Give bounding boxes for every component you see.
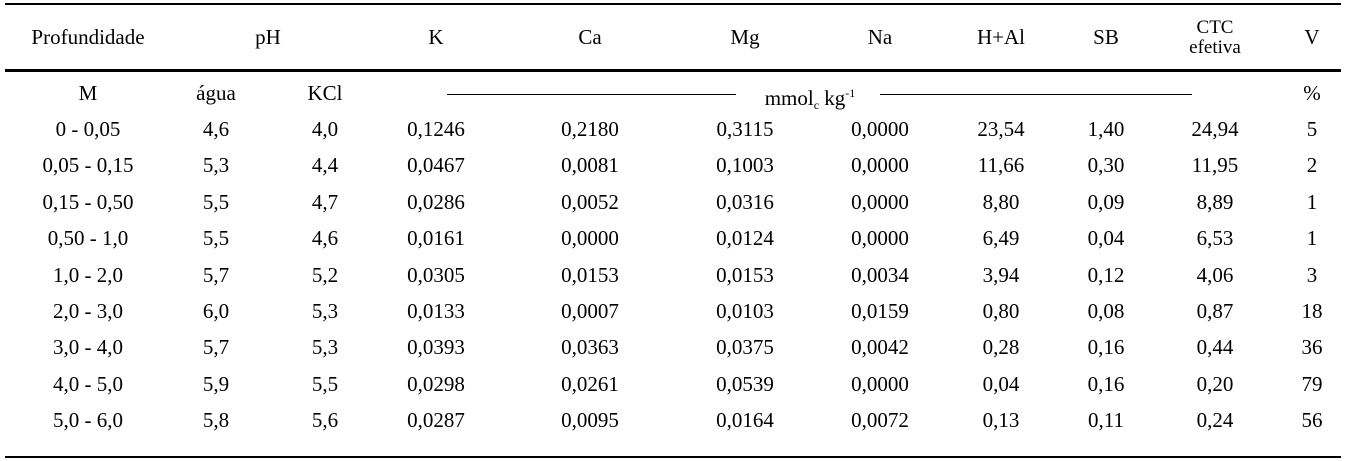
unit-ph-water: água <box>196 81 236 105</box>
cell-k: 0,0161 <box>407 226 465 251</box>
cell-depth: 4,0 - 5,0 <box>53 371 123 396</box>
unit-ph-kcl: KCl <box>307 81 343 105</box>
header-ctc-line2: efetiva <box>1189 37 1241 58</box>
cell-depth: 0,05 - 0,15 <box>42 153 134 178</box>
cell-na: 0,0034 <box>851 262 909 287</box>
cell-ph-kcl: 5,6 <box>311 408 339 433</box>
cell-h-al: 0,28 <box>982 335 1020 360</box>
header-profundidade: Profundidade <box>31 25 145 49</box>
cell-depth: 0,50 - 1,0 <box>47 226 129 251</box>
cell-mg: 0,3115 <box>716 117 774 141</box>
cell-ph-water: 5,3 <box>202 153 230 178</box>
cell-mg: 0,0539 <box>716 371 774 396</box>
unit-mmol-sub: c <box>813 98 820 112</box>
header-na: Na <box>867 25 893 49</box>
cell-ctc: 0,44 <box>1196 335 1234 360</box>
cell-ctc: 0,87 <box>1196 299 1234 323</box>
cell-v: 3 <box>1306 262 1318 287</box>
cell-v: 1 <box>1306 189 1318 214</box>
cell-sb: 0,04 <box>1087 226 1125 251</box>
cell-ctc: 24,94 <box>1191 117 1239 141</box>
header-k: K <box>428 25 444 49</box>
cell-sb: 0,16 <box>1087 335 1125 360</box>
cell-v: 36 <box>1301 335 1323 360</box>
cell-sb: 0,09 <box>1087 189 1125 214</box>
cell-v: 79 <box>1301 371 1323 396</box>
unit-mmol <box>765 81 856 117</box>
unit-span-line-right <box>880 94 1192 95</box>
cell-ph-kcl: 4,6 <box>311 226 339 251</box>
cell-depth: 5,0 - 6,0 <box>53 408 123 433</box>
cell-ph-water: 4,6 <box>202 117 230 141</box>
cell-k: 0,0286 <box>407 189 465 214</box>
cell-ctc: 0,24 <box>1196 408 1234 433</box>
unit-span-line-left <box>447 94 736 95</box>
header-mg: Mg <box>730 25 760 49</box>
cell-ca: 0,0095 <box>561 408 619 433</box>
cell-sb: 0,30 <box>1087 153 1125 178</box>
header-ca: Ca <box>578 25 602 49</box>
table-top-rule <box>5 3 1341 5</box>
cell-ph-kcl: 5,3 <box>311 299 339 323</box>
cell-mg: 0,0164 <box>716 408 774 433</box>
cell-mg: 0,0124 <box>716 226 774 251</box>
header-sb: SB <box>1093 25 1119 49</box>
cell-v: 5 <box>1306 117 1318 141</box>
cell-ctc: 11,95 <box>1191 153 1239 178</box>
cell-ph-kcl: 5,2 <box>311 262 339 287</box>
cell-h-al: 0,80 <box>982 299 1020 323</box>
cell-na: 0,0042 <box>851 335 909 360</box>
header-v: V <box>1304 25 1320 49</box>
cell-mg: 0,0316 <box>716 189 774 214</box>
cell-ca: 0,2180 <box>561 117 619 141</box>
cell-h-al: 8,80 <box>982 189 1020 214</box>
header-ctc <box>1189 18 1241 58</box>
header-rule <box>5 69 1341 72</box>
cell-ph-kcl: 4,7 <box>311 189 339 214</box>
cell-na: 0,0072 <box>851 408 909 433</box>
cell-ph-water: 5,5 <box>202 189 230 214</box>
cell-ph-water: 5,7 <box>202 262 230 287</box>
cell-k: 0,0305 <box>407 262 465 287</box>
cell-ca: 0,0081 <box>561 153 619 178</box>
cell-depth: 3,0 - 4,0 <box>53 335 123 360</box>
cell-k: 0,1246 <box>407 117 465 141</box>
cell-mg: 0,0153 <box>716 262 774 287</box>
cell-ctc: 8,89 <box>1196 189 1234 214</box>
cell-ca: 0,0000 <box>561 226 619 251</box>
cell-ca: 0,0363 <box>561 335 619 360</box>
cell-h-al: 23,54 <box>977 117 1025 141</box>
cell-ph-water: 5,7 <box>202 335 230 360</box>
cell-mg: 0,0375 <box>716 335 774 360</box>
cell-na: 0,0000 <box>851 189 909 214</box>
cell-depth: 0 - 0,05 <box>55 117 121 141</box>
cell-h-al: 0,13 <box>982 408 1020 433</box>
cell-ca: 0,0052 <box>561 189 619 214</box>
cell-h-al: 3,94 <box>982 262 1020 287</box>
cell-h-al: 6,49 <box>982 226 1020 251</box>
cell-na: 0,0000 <box>851 371 909 396</box>
cell-depth: 1,0 - 2,0 <box>53 262 123 287</box>
unit-mmol-kg: kg <box>819 86 846 110</box>
cell-v: 56 <box>1301 408 1323 433</box>
cell-mg: 0,1003 <box>716 153 774 178</box>
cell-h-al: 11,66 <box>977 153 1025 178</box>
cell-v: 1 <box>1306 226 1318 251</box>
cell-mg: 0,0103 <box>716 299 774 323</box>
cell-na: 0,0000 <box>851 153 909 178</box>
cell-sb: 1,40 <box>1087 117 1125 141</box>
table-bottom-rule <box>5 456 1341 458</box>
unit-percent: % <box>1303 81 1321 105</box>
header-ph: pH <box>255 25 281 49</box>
cell-ctc: 6,53 <box>1196 226 1234 251</box>
cell-ph-kcl: 4,0 <box>311 117 339 141</box>
cell-na: 0,0000 <box>851 226 909 251</box>
cell-ph-water: 5,9 <box>202 371 230 396</box>
cell-ca: 0,0261 <box>561 371 619 396</box>
cell-v: 18 <box>1301 299 1323 323</box>
cell-ph-kcl: 4,4 <box>311 153 339 178</box>
cell-ctc: 0,20 <box>1196 371 1234 396</box>
cell-ctc: 4,06 <box>1196 262 1234 287</box>
cell-k: 0,0133 <box>407 299 465 323</box>
cell-k: 0,0298 <box>407 371 465 396</box>
cell-ph-water: 5,8 <box>202 408 230 433</box>
cell-sb: 0,12 <box>1087 262 1125 287</box>
cell-k: 0,0467 <box>407 153 465 178</box>
cell-ca: 0,0007 <box>561 299 619 323</box>
unit-depth: M <box>78 81 98 105</box>
cell-sb: 0,08 <box>1087 299 1125 323</box>
cell-k: 0,0393 <box>407 335 465 360</box>
cell-v: 2 <box>1306 153 1318 178</box>
cell-sb: 0,16 <box>1087 371 1125 396</box>
unit-mmol-sup: -1 <box>845 86 856 100</box>
cell-sb: 0,11 <box>1088 408 1124 433</box>
cell-ca: 0,0153 <box>561 262 619 287</box>
cell-depth: 2,0 - 3,0 <box>53 299 123 323</box>
cell-na: 0,0159 <box>851 299 909 323</box>
cell-k: 0,0287 <box>407 408 465 433</box>
cell-na: 0,0000 <box>851 117 909 141</box>
unit-mmol-base: mmol <box>764 86 814 110</box>
header-ctc-line1: CTC <box>1196 17 1234 38</box>
cell-depth: 0,15 - 0,50 <box>42 189 134 214</box>
cell-ph-water: 5,5 <box>202 226 230 251</box>
cell-ph-kcl: 5,5 <box>311 371 339 396</box>
cell-h-al: 0,04 <box>982 371 1020 396</box>
header-h-al: H+Al <box>976 25 1026 49</box>
cell-ph-kcl: 5,3 <box>311 335 339 360</box>
cell-ph-water: 6,0 <box>202 299 230 323</box>
